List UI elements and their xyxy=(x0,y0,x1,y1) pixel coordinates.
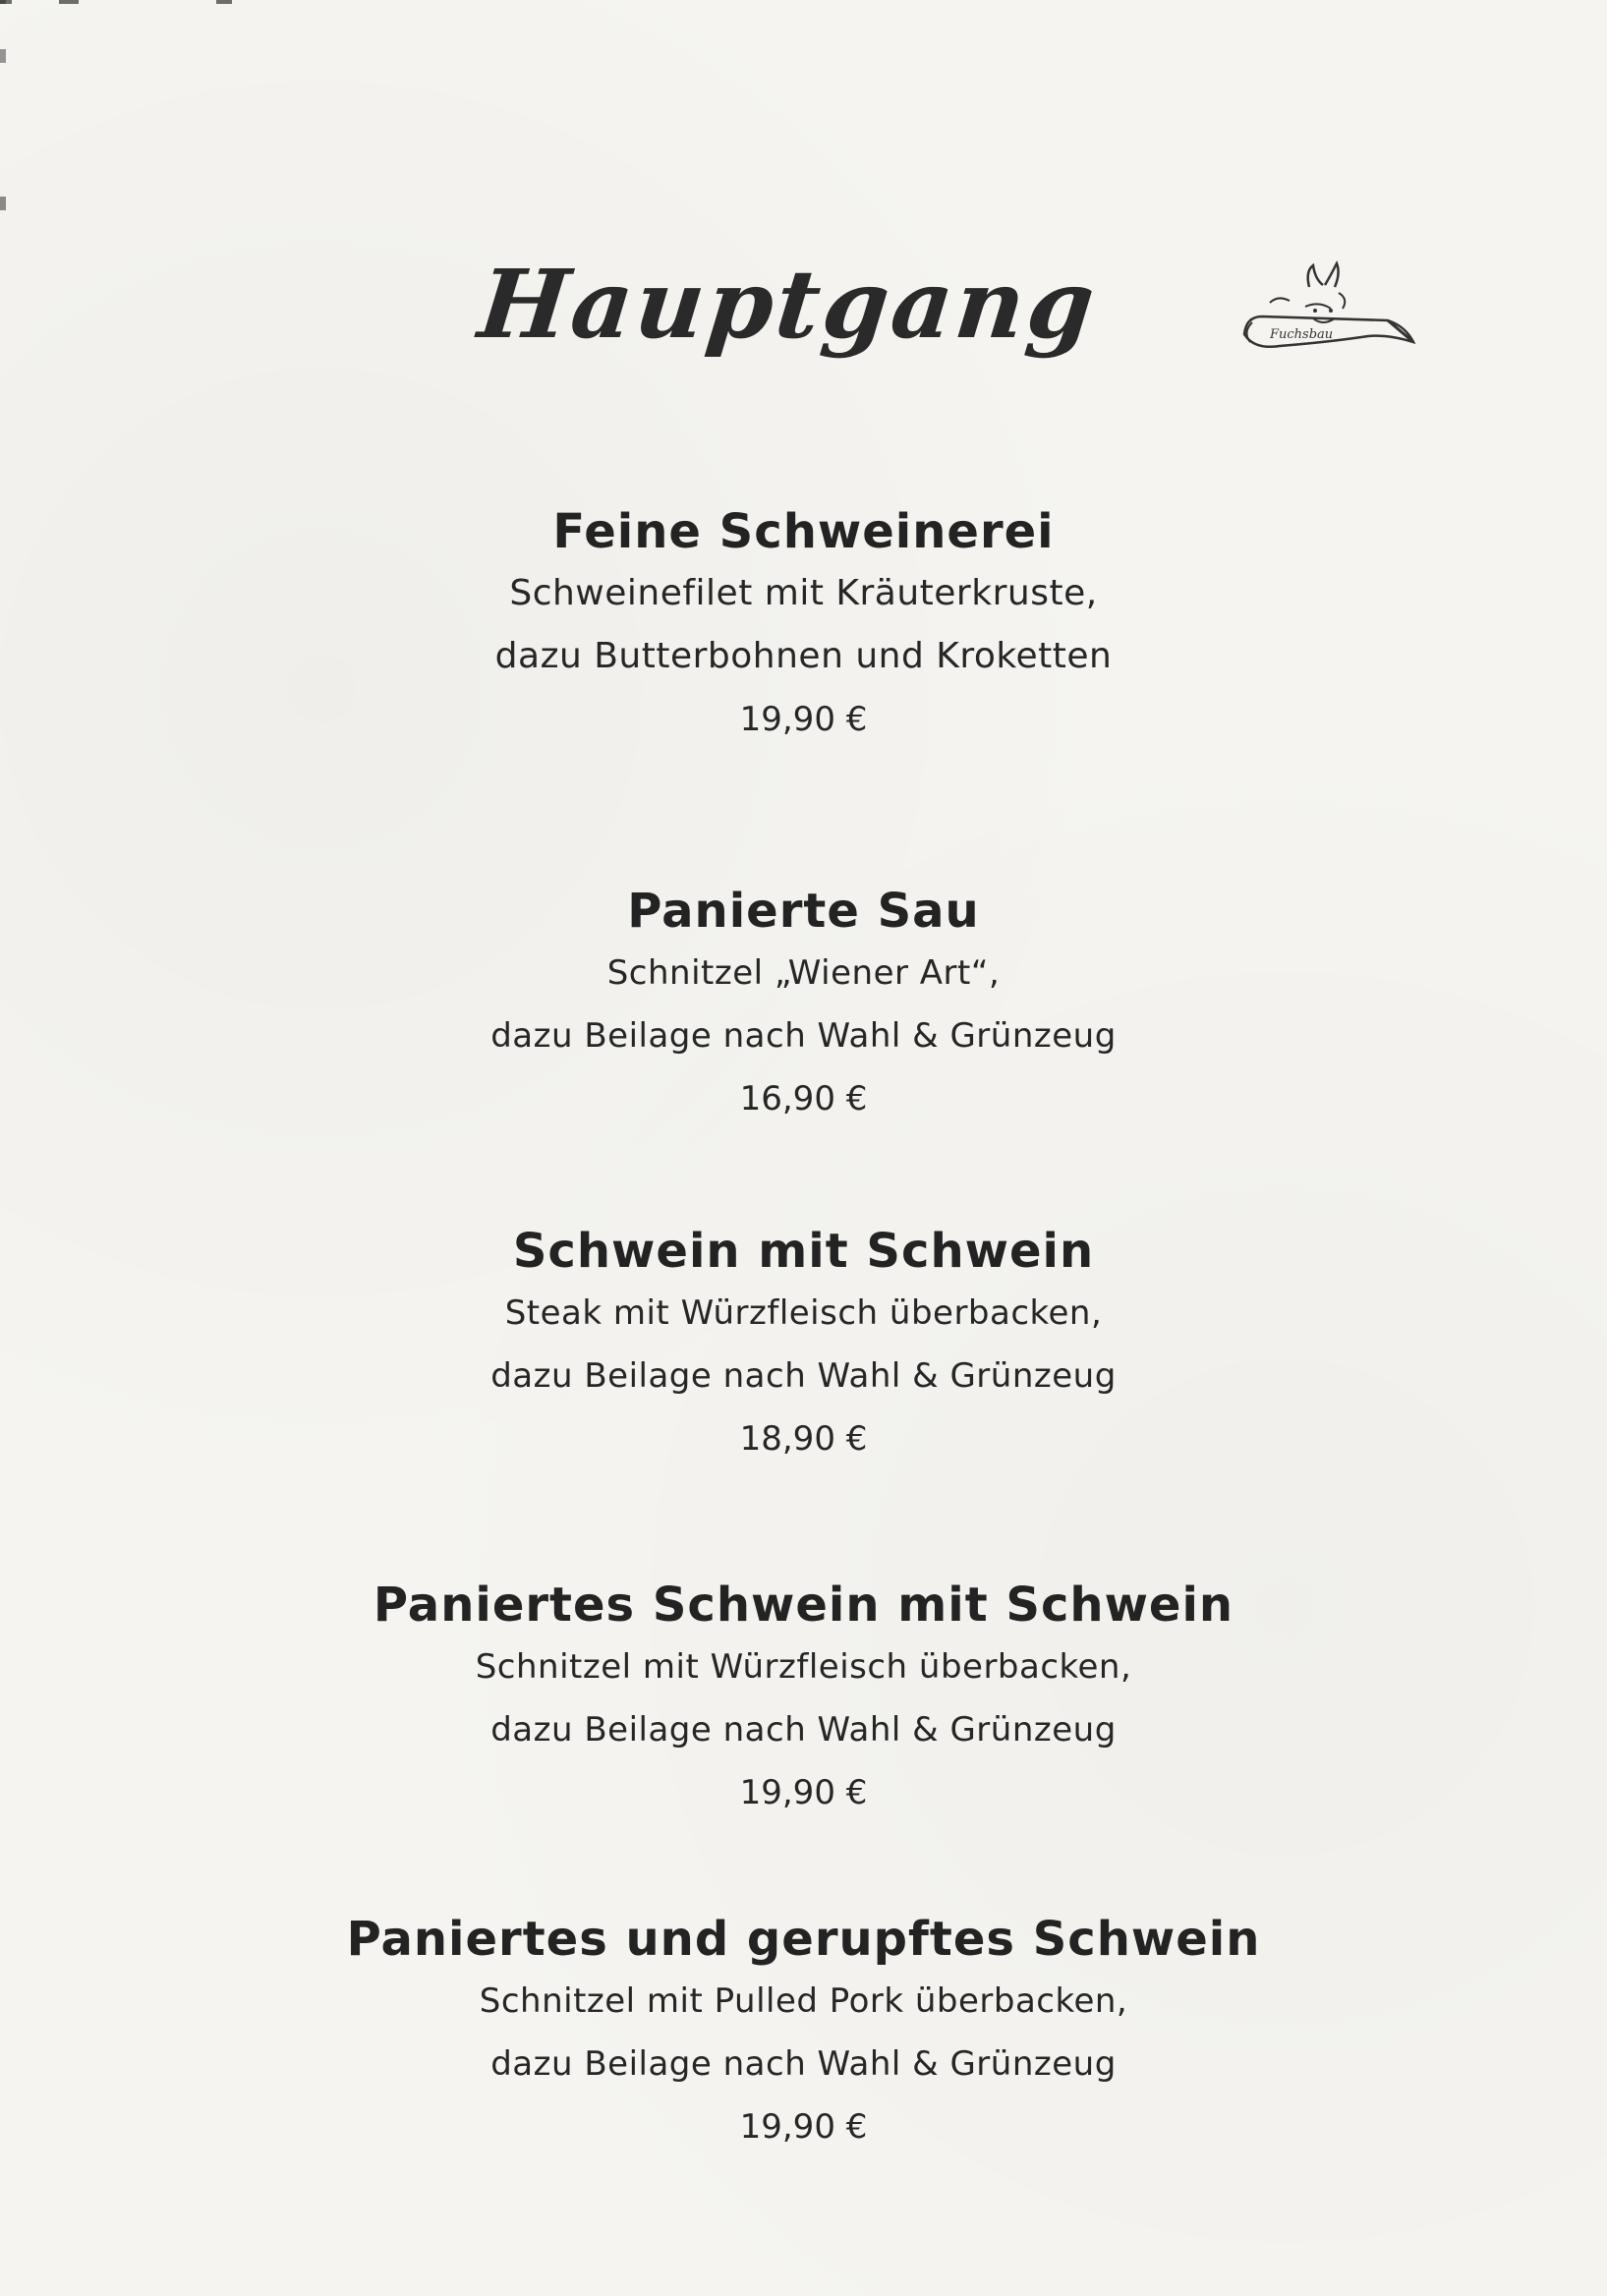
dish-name: Panierte Sau xyxy=(627,884,980,939)
scan-top-marks xyxy=(0,0,256,4)
dish-description-line2: dazu Beilage nach Wahl & Grünzeug xyxy=(490,1356,1117,1396)
scan-edge-marks xyxy=(0,0,6,511)
dish-description-line1: Schnitzel mit Würzfleisch überbacken, xyxy=(475,1647,1132,1687)
dish-name: Paniertes Schwein mit Schwein xyxy=(373,1578,1234,1633)
dish-price: 19,90 € xyxy=(739,700,868,739)
dish-description-line1: Schweinefilet mit Kräuterkruste, xyxy=(509,573,1098,613)
dish-description-line1: Schnitzel „Wiener Art“, xyxy=(606,953,1001,993)
dish-description-line2: dazu Beilage nach Wahl & Grünzeug xyxy=(490,1016,1117,1056)
menu-item xyxy=(0,881,1607,1130)
page-title: Hauptgang xyxy=(474,249,1103,360)
menu-item xyxy=(0,1575,1607,1824)
dish-price: 18,90 € xyxy=(739,1419,868,1459)
dish-description-line2: dazu Beilage nach Wahl & Grünzeug xyxy=(490,1710,1117,1750)
dish-description-line1: Schnitzel mit Pulled Pork überbacken, xyxy=(479,1981,1128,2021)
dish-name: Schwein mit Schwein xyxy=(512,1224,1095,1279)
dish-description-line1: Steak mit Würzfleisch überbacken, xyxy=(504,1293,1103,1333)
menu-item xyxy=(0,501,1607,751)
dish-price: 16,90 € xyxy=(739,1079,868,1119)
fox-logo-icon xyxy=(1240,258,1417,395)
dish-price: 19,90 € xyxy=(739,2107,868,2147)
menu-item xyxy=(0,1909,1607,2158)
dish-price: 19,90 € xyxy=(739,1773,868,1812)
dish-description-line2: dazu Butterbohnen und Kroketten xyxy=(494,636,1113,676)
dish-name: Feine Schweinerei xyxy=(552,504,1055,559)
dish-name: Paniertes und gerupftes Schwein xyxy=(346,1912,1261,1967)
logo-text: Fuchsbau xyxy=(1270,327,1334,342)
menu-item xyxy=(0,1221,1607,1470)
dish-description-line2: dazu Beilage nach Wahl & Grünzeug xyxy=(490,2044,1117,2084)
